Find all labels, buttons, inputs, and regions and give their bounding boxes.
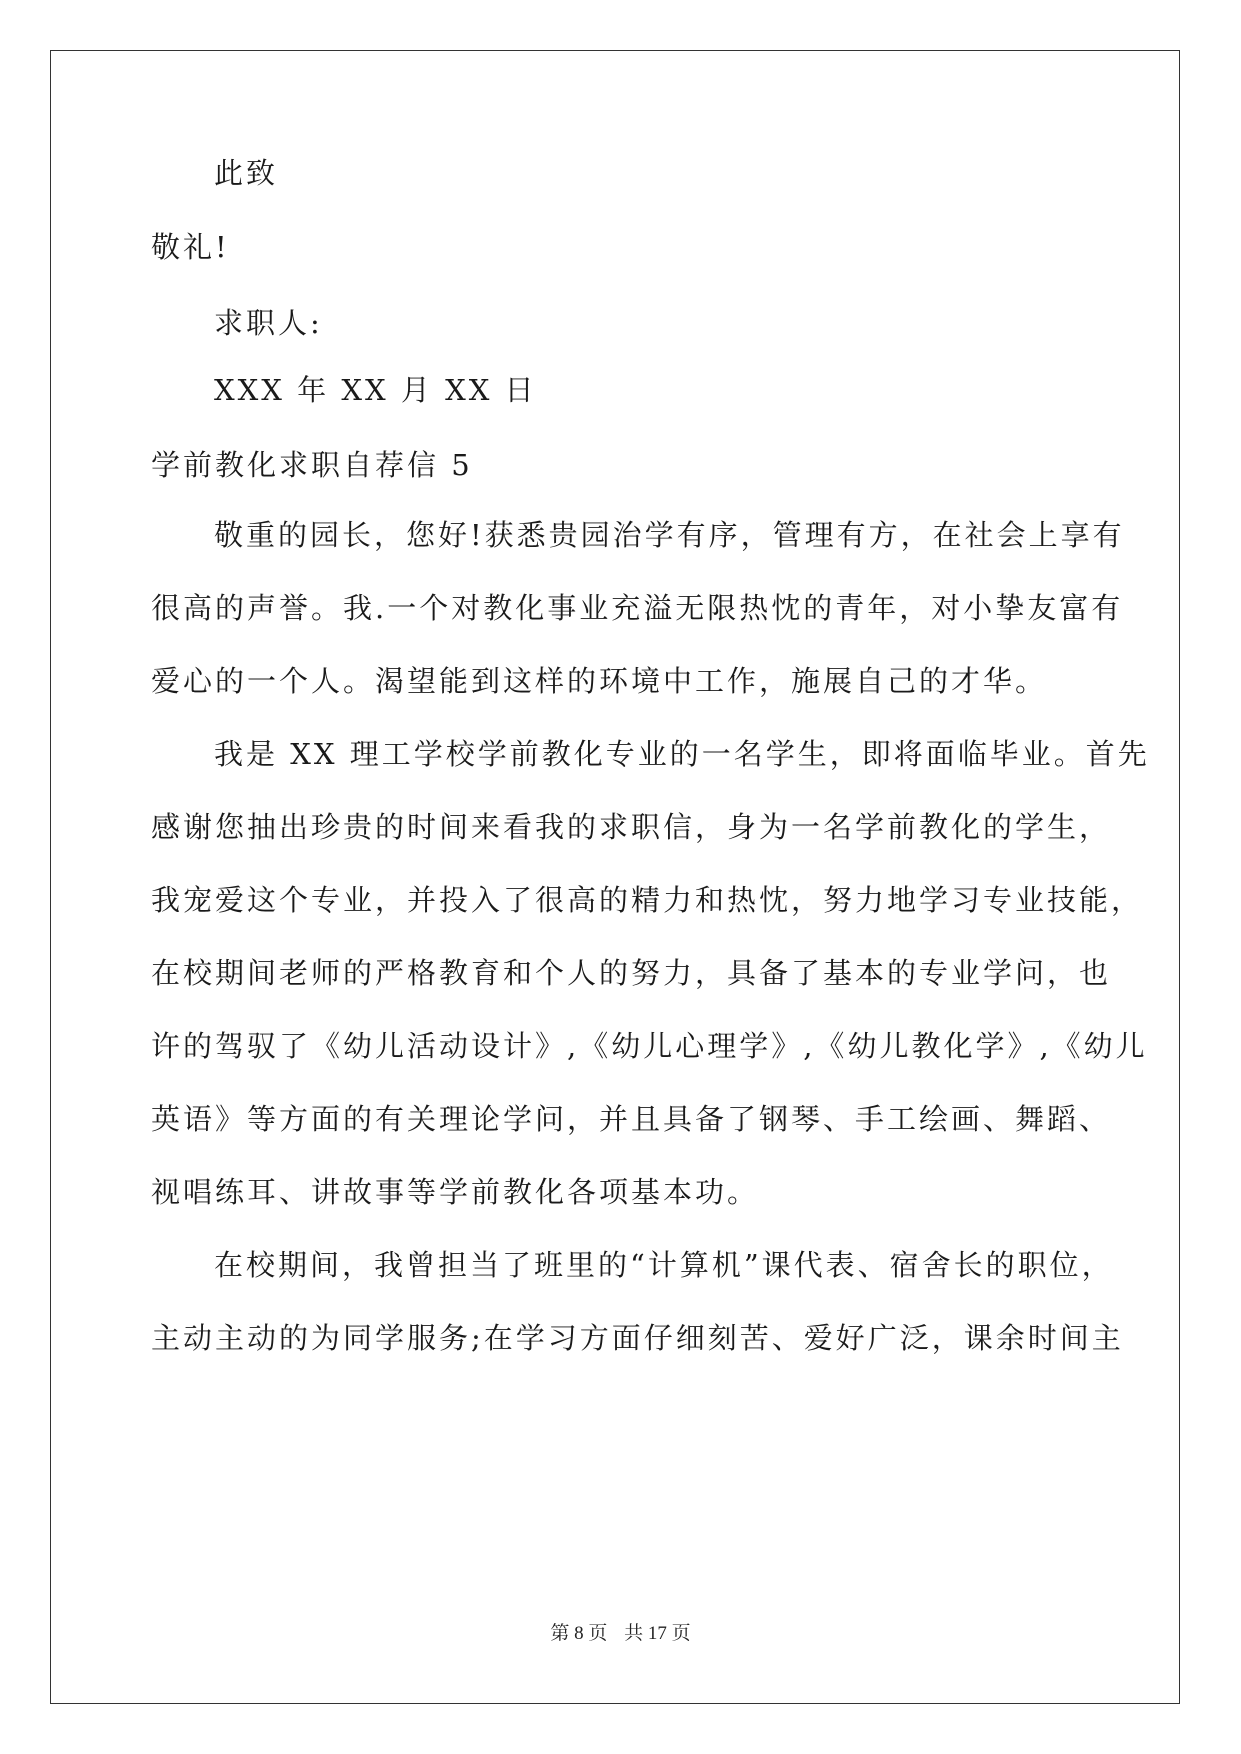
closing-respects: 敬礼! — [151, 230, 230, 264]
paragraph-line: 感谢您抽出珍贵的时间来看我的求职信，身为一名学前教化的学生， — [151, 810, 1112, 844]
applicant-signature-label: 求职人: — [214, 306, 323, 340]
page-number-total: 共 17 页 — [624, 1623, 691, 1644]
paragraph-line: 在校期间老师的严格教育和个人的努力，具备了基本的专业学问，也 — [151, 956, 1112, 990]
paragraph-line: 在校期间，我曾担当了班里的“计算机”课代表、宿舍长的职位， — [214, 1248, 1114, 1282]
page-footer — [0, 1618, 1241, 1645]
paragraph-line: 我宠爱这个专业，并投入了很高的精力和热忱，努力地学习专业技能， — [151, 883, 1144, 917]
paragraph-line: 英语》等方面的有关理论学问，并且具备了钢琴、手工绘画、舞蹈、 — [151, 1102, 1112, 1136]
page-border — [50, 50, 1180, 1704]
paragraph-line: 很高的声誉。我.一个对教化事业充溢无限热忱的青年，对小挚友富有 — [151, 591, 1124, 625]
paragraph-line: 许的驾驭了《幼儿活动设计》,《幼儿心理学》,《幼儿教化学》,《幼儿 — [151, 1029, 1148, 1063]
paragraph-line: 我是 XX 理工学校学前教化专业的一名学生，即将面临毕业。首先 — [214, 737, 1150, 771]
letter-date: XXX 年 XX 月 XX 日 — [214, 373, 537, 407]
page-number-current: 第 8 页 — [550, 1623, 608, 1644]
paragraph-line: 敬重的园长，您好!获悉贵园治学有序，管理有方，在社会上享有 — [214, 518, 1125, 552]
section-title: 学前教化求职自荐信 5 — [151, 448, 473, 482]
paragraph-line: 主动主动的为同学服务;在学习方面仔细刻苦、爱好广泛，课余时间主 — [151, 1321, 1124, 1355]
paragraph-line: 视唱练耳、讲故事等学前教化各项基本功。 — [151, 1175, 760, 1209]
paragraph-line: 爱心的一个人。渴望能到这样的环境中工作，施展自己的才华。 — [151, 664, 1048, 698]
closing-salutation: 此致 — [214, 156, 279, 190]
